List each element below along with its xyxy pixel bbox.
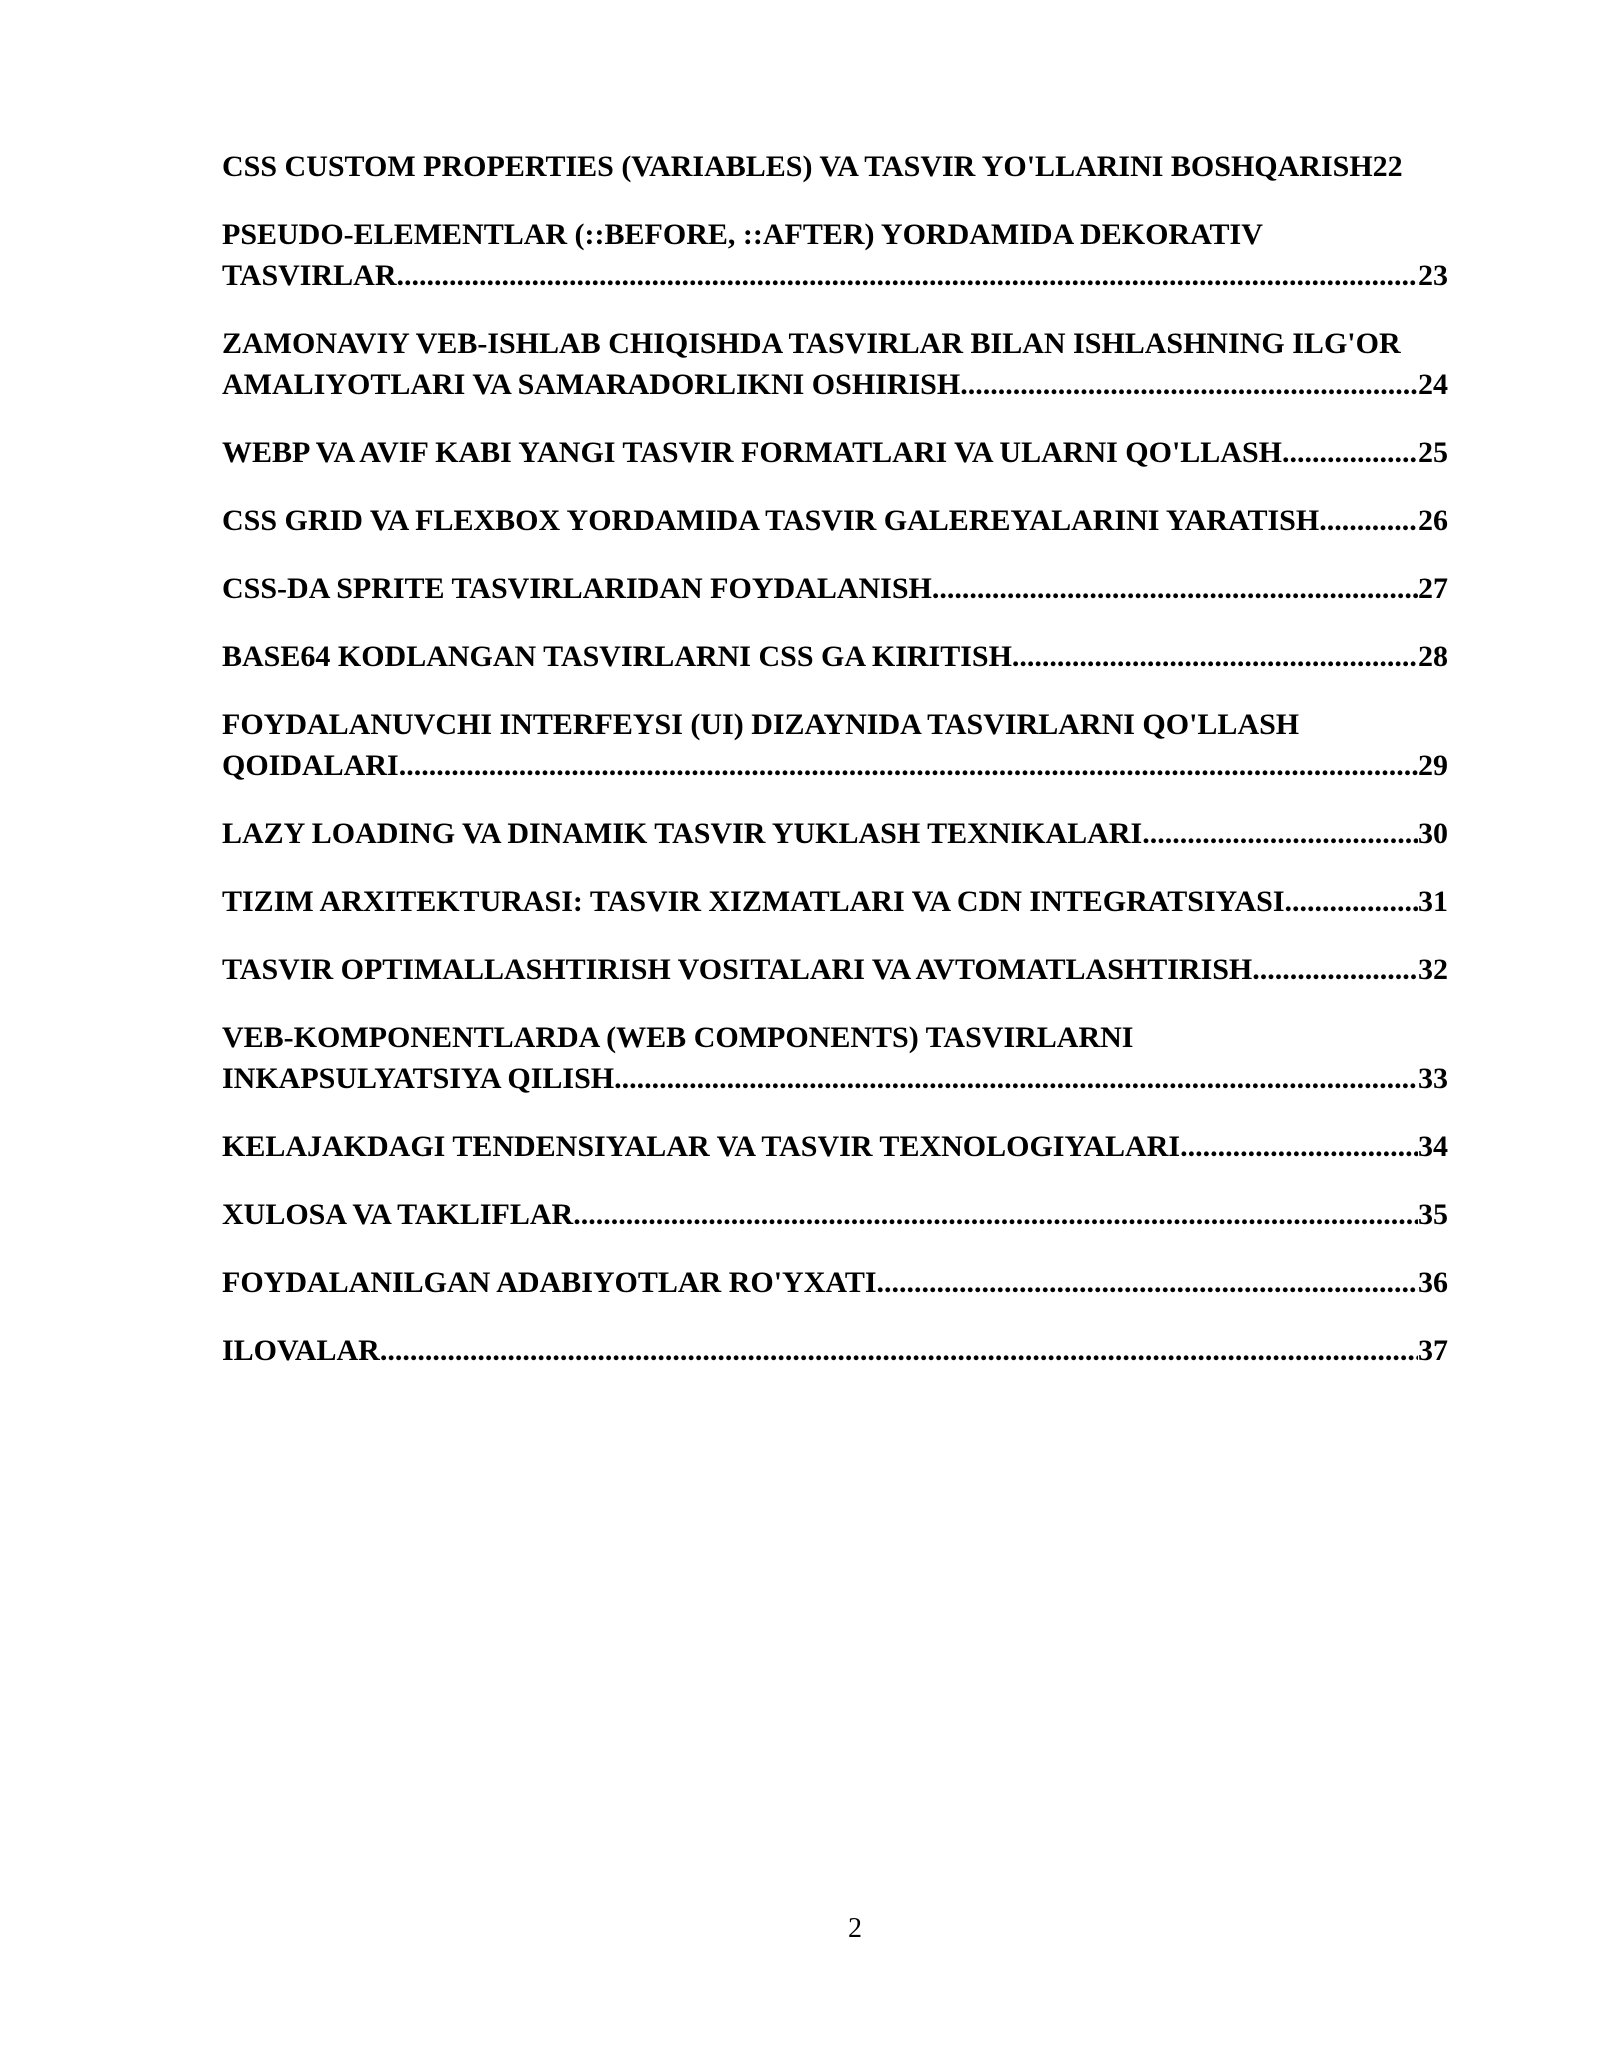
dot-leader <box>614 1058 1418 1099</box>
dot-leader <box>573 1194 1418 1235</box>
toc-entry-xulosa[interactable] <box>222 1194 1448 1235</box>
toc-entry-page: 26 <box>1418 504 1448 537</box>
dot-leader <box>1180 1126 1418 1167</box>
toc-entry-css-sprite[interactable] <box>222 568 1448 609</box>
toc-entry-webp-avif[interactable] <box>222 432 1448 473</box>
toc-entry-title-line2: AMALIYOTLARI VA SAMARADORLIKNI OSHIRISH <box>222 368 961 401</box>
toc-entry-page: 34 <box>1418 1130 1448 1163</box>
toc-entry-title: CSS GRID VA FLEXBOX YORDAMIDA TASVIR GALEREYALARINI YARATISH. <box>222 504 1327 537</box>
toc-entry-page: 28 <box>1418 640 1448 673</box>
toc-entry-page: 23 <box>1418 259 1448 292</box>
dot-leader <box>960 364 1418 405</box>
toc-entry-veb-komponentlar[interactable] <box>222 1017 1448 1099</box>
toc-entry-title: TASVIR OPTIMALLASHTIRISH VOSITALARI VA AVTOMATLASHTIRISH <box>222 953 1253 986</box>
toc-entry-title-line1: VEB-KOMPONENTLARDA (WEB COMPONENTS) TASVIRLARNI <box>222 1021 1134 1054</box>
dot-leader <box>399 745 1418 786</box>
toc-entry-page: 29 <box>1418 749 1448 782</box>
toc-entry-ui-dizayn[interactable] <box>222 704 1448 786</box>
toc-entry-page: 35 <box>1418 1198 1448 1231</box>
toc-entry-ilovalar[interactable] <box>222 1330 1448 1371</box>
toc-entry-kelajakdagi-tendensiyalar[interactable] <box>222 1126 1448 1167</box>
toc-entry-title: ILOVALAR <box>222 1334 380 1367</box>
toc-entry-zamonaviy-veb[interactable] <box>222 323 1448 405</box>
dot-leader <box>1012 636 1418 677</box>
dot-leader <box>1282 432 1418 473</box>
toc-entry-title-line2: INKAPSULYATSIYA QILISH <box>222 1062 615 1095</box>
toc-entry-page: 27 <box>1418 572 1448 605</box>
toc-entry-page: 30 <box>1418 817 1448 850</box>
toc-entry-title: LAZY LOADING VA DINAMIK TASVIR YUKLASH TEXNIKALARI <box>222 817 1143 850</box>
toc-entry-css-custom-properties[interactable] <box>222 146 1448 187</box>
toc-entry-title: CSS-DA SPRITE TASVIRLARIDAN FOYDALANISH <box>222 572 932 605</box>
toc-entry-tizim-arxitekturasi[interactable] <box>222 881 1448 922</box>
toc-entry-base64[interactable] <box>222 636 1448 677</box>
dot-leader <box>396 255 1418 296</box>
toc-entry-pseudo-elementlar[interactable] <box>222 214 1448 296</box>
toc-entry-page: 31 <box>1418 885 1448 918</box>
toc-entry-lazy-loading[interactable] <box>222 813 1448 854</box>
toc-entry-title-line1: FOYDALANUVCHI INTERFEYSI (UI) DIZAYNIDA TASVIRLARNI QO'LLASH <box>222 708 1300 741</box>
toc-entry-title: CSS CUSTOM PROPERTIES (VARIABLES) VA TASVIR YO'LLARINI BOSHQARISH <box>222 150 1373 183</box>
toc-entry-title: XULOSA VA TAKLIFLAR <box>222 1198 574 1231</box>
toc-entry-title-line1: PSEUDO-ELEMENTLAR (::BEFORE, ::AFTER) YORDAMIDA DEKORATIV <box>222 218 1263 251</box>
toc-entry-title: BASE64 KODLANGAN TASVIRLARNI CSS GA KIRITISH <box>222 640 1012 673</box>
toc-entry-title-line1: ZAMONAVIY VEB-ISHLAB CHIQISHDA TASVIRLAR BILAN ISHLASHNING ILG'OR <box>222 327 1401 360</box>
toc-entry-page: 37 <box>1418 1334 1448 1367</box>
dot-leader <box>877 1262 1418 1303</box>
toc-entry-page: 33 <box>1418 1062 1448 1095</box>
dot-leader <box>1142 813 1418 854</box>
toc-entry-page: 32 <box>1418 953 1448 986</box>
dot-leader <box>932 568 1418 609</box>
toc-entry-title-line2: QOIDALARI <box>222 749 399 782</box>
toc-entry-title: WEBP VA AVIF KABI YANGI TASVIR FORMATLARI VA ULARNI QO'LLASH <box>222 436 1282 469</box>
table-of-contents <box>222 146 1448 1398</box>
toc-entry-title: TIZIM ARXITEKTURASI: TASVIR XIZMATLARI VA CDN INTEGRATSIYASI <box>222 885 1285 918</box>
toc-entry-css-grid-flexbox[interactable] <box>222 500 1448 541</box>
toc-entry-page: 25 <box>1418 436 1448 469</box>
toc-entry-page: 22 <box>1372 150 1403 183</box>
page-number: 2 <box>848 1913 862 1944</box>
dot-leader <box>1327 500 1418 541</box>
toc-entry-title-line2: TASVIRLAR <box>222 259 397 292</box>
dot-leader <box>1252 949 1418 990</box>
toc-entry-page: 24 <box>1418 368 1448 401</box>
toc-entry-tasvir-optimallashtirish[interactable] <box>222 949 1448 990</box>
dot-leader <box>380 1330 1418 1371</box>
toc-entry-title: FOYDALANILGAN ADABIYOTLAR RO'YXATI <box>222 1266 877 1299</box>
toc-entry-adabiyotlar[interactable] <box>222 1262 1448 1303</box>
toc-entry-title: KELAJAKDAGI TENDENSIYALAR VA TASVIR TEXNOLOGIYALARI <box>222 1130 1181 1163</box>
dot-leader <box>1285 881 1419 922</box>
toc-entry-page: 36 <box>1418 1266 1448 1299</box>
